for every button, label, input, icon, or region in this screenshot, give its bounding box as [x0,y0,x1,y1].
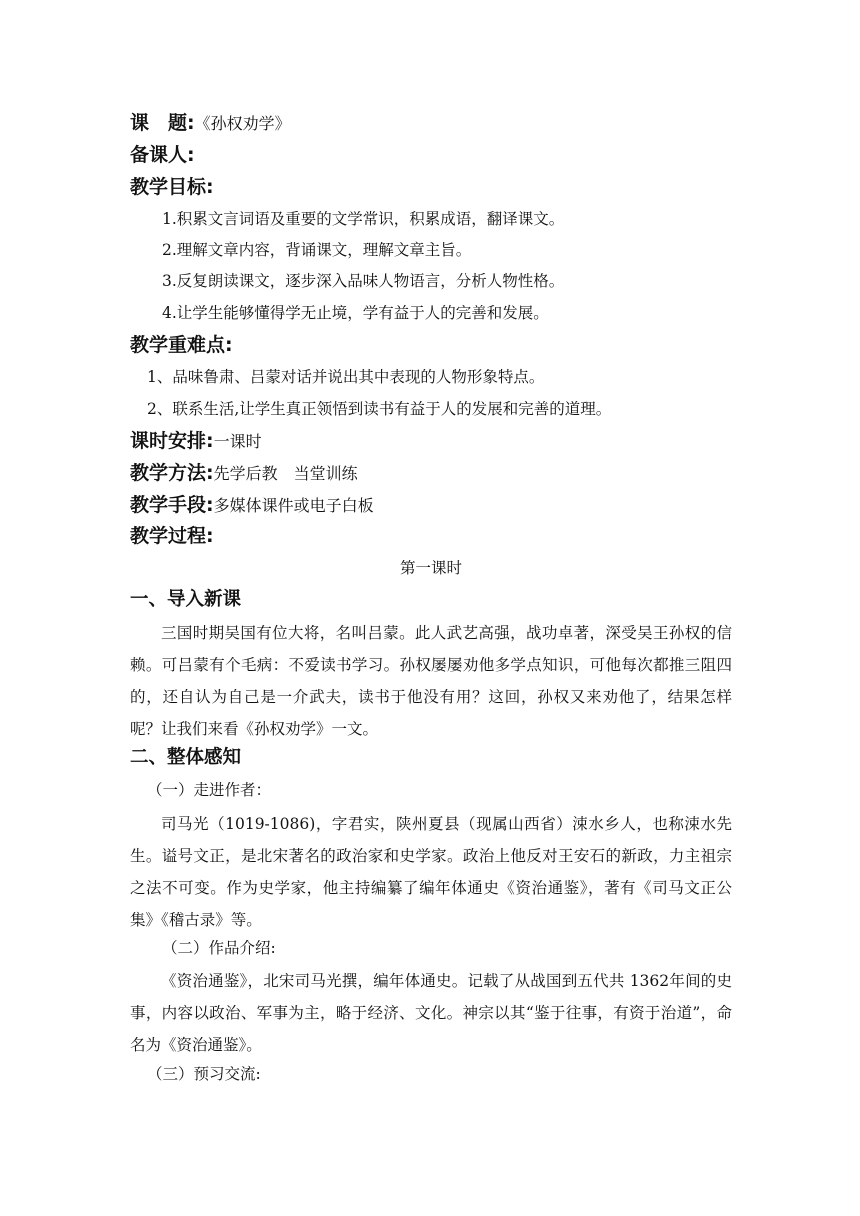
topic-line [130,114,291,133]
means-value: 多媒体课件或电子白板 [213,496,374,515]
preview-subheading: （三）预习交流: [147,1065,261,1083]
topic-value: 《孙权劝学》 [194,114,291,133]
goal-item: 1.积累文言词语及重要的文学常识，积累成语，翻译课文。 [162,210,565,228]
schedule-value: 一课时 [213,432,262,451]
means-line [130,496,374,515]
lesson-title: 第一课时 [399,559,462,577]
goal-item: 3.反复朗读课文，逐步深入品味人物语言，分析人物性格。 [162,272,565,290]
method-value: 先学后教 当堂训练 [213,464,358,483]
keypoint-item: 2、联系生活,让学生真正领悟到读书有益于人的发展和完善的道理。 [147,400,612,418]
process-heading: 教学过程: [130,525,214,547]
schedule-line [130,432,262,451]
means-label: 教学手段: [130,494,214,516]
section2-title: 二、整体感知 [130,747,242,768]
work-paragraph: 《资治通鉴》，北宋司马光撰，编年体通史。记载了从战国到五代共 1362年间的史事，内容以政治、军事为主，略于经济、文化。神宗以其“鉴于往事，有资于治道”，命名为《资治通鉴》。 [130,972,732,1054]
keypoints-heading: 教学重难点: [130,334,233,356]
method-label: 教学方法: [130,462,214,484]
schedule-label: 课时安排: [130,430,214,452]
keypoint-item: 1、品味鲁肃、吕蒙对话并说出其中表现的人物形象特点。 [147,368,545,386]
preparer-label: 备课人: [130,144,195,166]
author-paragraph: 司马光（1019-1086)，字君实，陕州夏县（现属山西省）涑水乡人，也称涑水先生。谥号文正，是北宋著名的政治家和史学家。政治上他反对王安石的新政，力主祖宗之法不可变。作为史学家，他主持编纂了编年体通史《资治通鉴》，著有《司马文正公集》《稽古录》等。 [130,815,732,929]
goal-item: 2.理解文章内容，背诵课文，理解文章主旨。 [162,241,472,259]
section1-paragraph: 三国时期吴国有位大将，名叫吕蒙。此人武艺高强，战功卓著，深受吴王孙权的信赖。可吕蒙有个毛病：不爱读书学习。孙权屡屡劝他多学点知识，可他每次都推三阻四的，还自认为自己是一介武夫，读书于他没有用？这回，孙权又来劝他了，结果怎样呢？让我们来看《孙权劝学》一文。 [130,624,732,738]
author-subheading: （一）走进作者： [147,781,272,799]
goals-heading: 教学目标: [130,176,214,198]
method-line [130,464,358,483]
topic-label: 课 题: [130,112,195,134]
section1-title: 一、导入新课 [130,589,242,610]
goal-item: 4.让学生能够懂得学无止境，学有益于人的完善和发展。 [162,304,549,322]
work-subheading: （二）作品介绍: [162,939,276,957]
